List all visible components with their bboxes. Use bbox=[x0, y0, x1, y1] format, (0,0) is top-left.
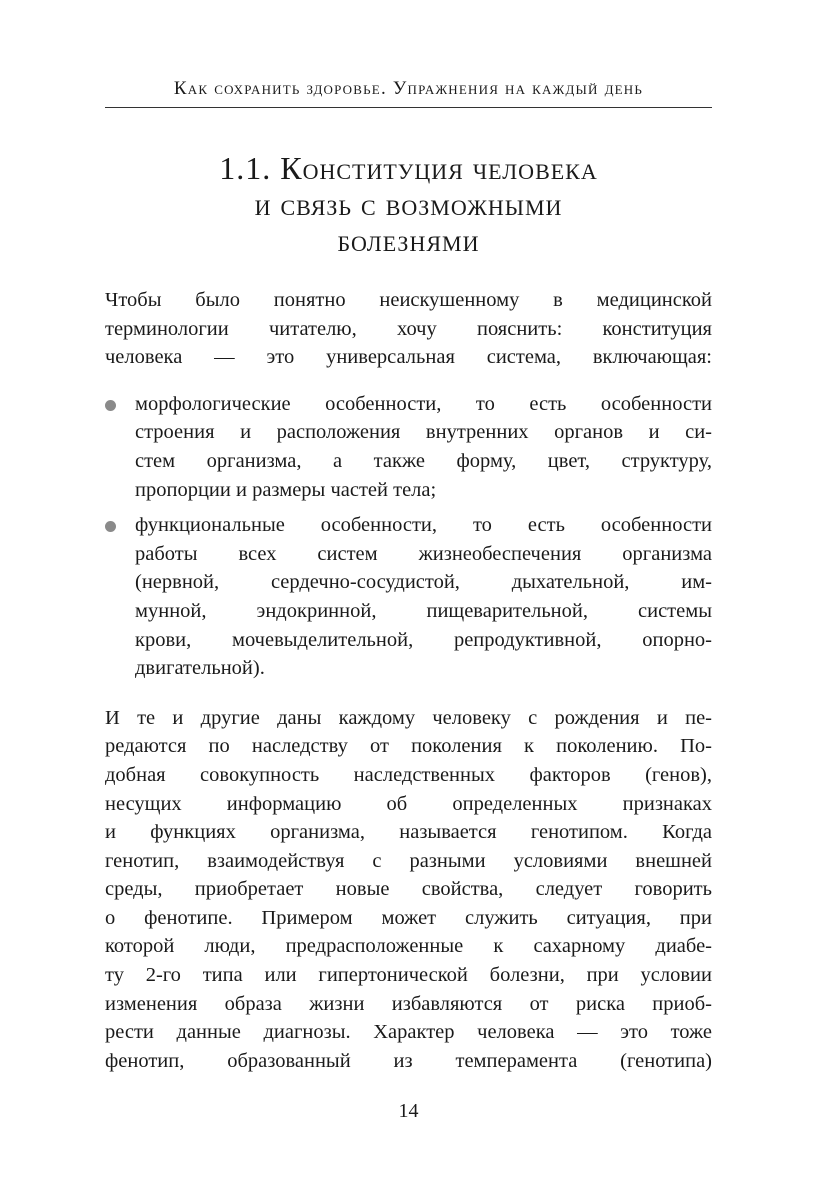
text-line: изменения образа жизни избавляются от риска приоб- bbox=[105, 992, 712, 1015]
text-line: терминологии читателю, хочу пояснить: конституция bbox=[105, 317, 712, 340]
text-line: фенотип, образованный из темперамента (генотипа) bbox=[105, 1049, 712, 1072]
text-line: генотип, взаимодействуя с разными условиями внешней bbox=[105, 849, 712, 872]
text-line: ту 2-го типа или гипертонической болезни, при условии bbox=[105, 964, 712, 987]
bullet-item-morphological bbox=[105, 390, 712, 504]
text-line: о фенотипе. Примером может служить ситуация, при bbox=[105, 906, 712, 929]
main-paragraph bbox=[105, 704, 712, 1076]
text-line: двигательной). bbox=[135, 657, 265, 680]
text-line: рести данные диагнозы. Характер человека — это тоже bbox=[105, 1021, 712, 1044]
text-line: (нервной, сердечно-сосудистой, дыхательной, им- bbox=[135, 571, 712, 594]
text-line: морфологические особенности, то есть особенности bbox=[135, 392, 712, 415]
text-line: работы всех систем жизнеобеспечения организма bbox=[135, 542, 712, 565]
text-line: добная совокупность наследственных факторов (генов), bbox=[105, 763, 712, 786]
text-line: Чтобы было понятно неискушенному в медицинской bbox=[105, 289, 712, 311]
section-heading-line: и связь с возможными bbox=[254, 186, 563, 222]
intro-paragraph bbox=[105, 286, 712, 372]
section-heading-line: 1.1. Конституция человека bbox=[219, 150, 598, 186]
page-number: 14 bbox=[398, 1100, 419, 1122]
text-line: стем организма, а также форму, цвет, структуру, bbox=[135, 449, 712, 472]
text-line: И те и другие даны каждому человеку с рождения и пе- bbox=[105, 706, 712, 729]
section-heading-line: болезнями bbox=[337, 222, 480, 258]
running-header: Как сохранить здоровье. Упражнения на каждый день bbox=[105, 76, 712, 108]
bullet-list bbox=[105, 390, 712, 683]
text-line: крови, мочевыделительной, репродуктивной, опорно- bbox=[135, 628, 712, 651]
book-page bbox=[105, 76, 712, 1075]
text-line: несущих информацию об определенных признаках bbox=[105, 792, 712, 815]
text-line: редаются по наследству от поколения к поколению. По- bbox=[105, 735, 712, 758]
text-line: строения и расположения внутренних органов и си- bbox=[135, 421, 712, 444]
text-line: и функциях организма, называется генотипом. Когда bbox=[105, 821, 712, 844]
text-line: мунной, эндокринной, пищеварительной, системы bbox=[135, 599, 712, 622]
text-line: человека — это универсальная система, включающая: bbox=[105, 346, 712, 369]
bullet-item-functional bbox=[105, 511, 712, 683]
bullet-dot-icon bbox=[105, 400, 116, 411]
section-heading bbox=[105, 150, 712, 258]
text-line: среды, приобретает новые свойства, следует говорить bbox=[105, 878, 712, 901]
bullet-dot-icon bbox=[105, 521, 116, 532]
text-line: функциональные особенности, то есть особенности bbox=[135, 514, 712, 537]
text-line: которой люди, предрасположенные к сахарному диабе- bbox=[105, 935, 712, 958]
text-line: пропорции и размеры частей тела; bbox=[135, 478, 437, 501]
